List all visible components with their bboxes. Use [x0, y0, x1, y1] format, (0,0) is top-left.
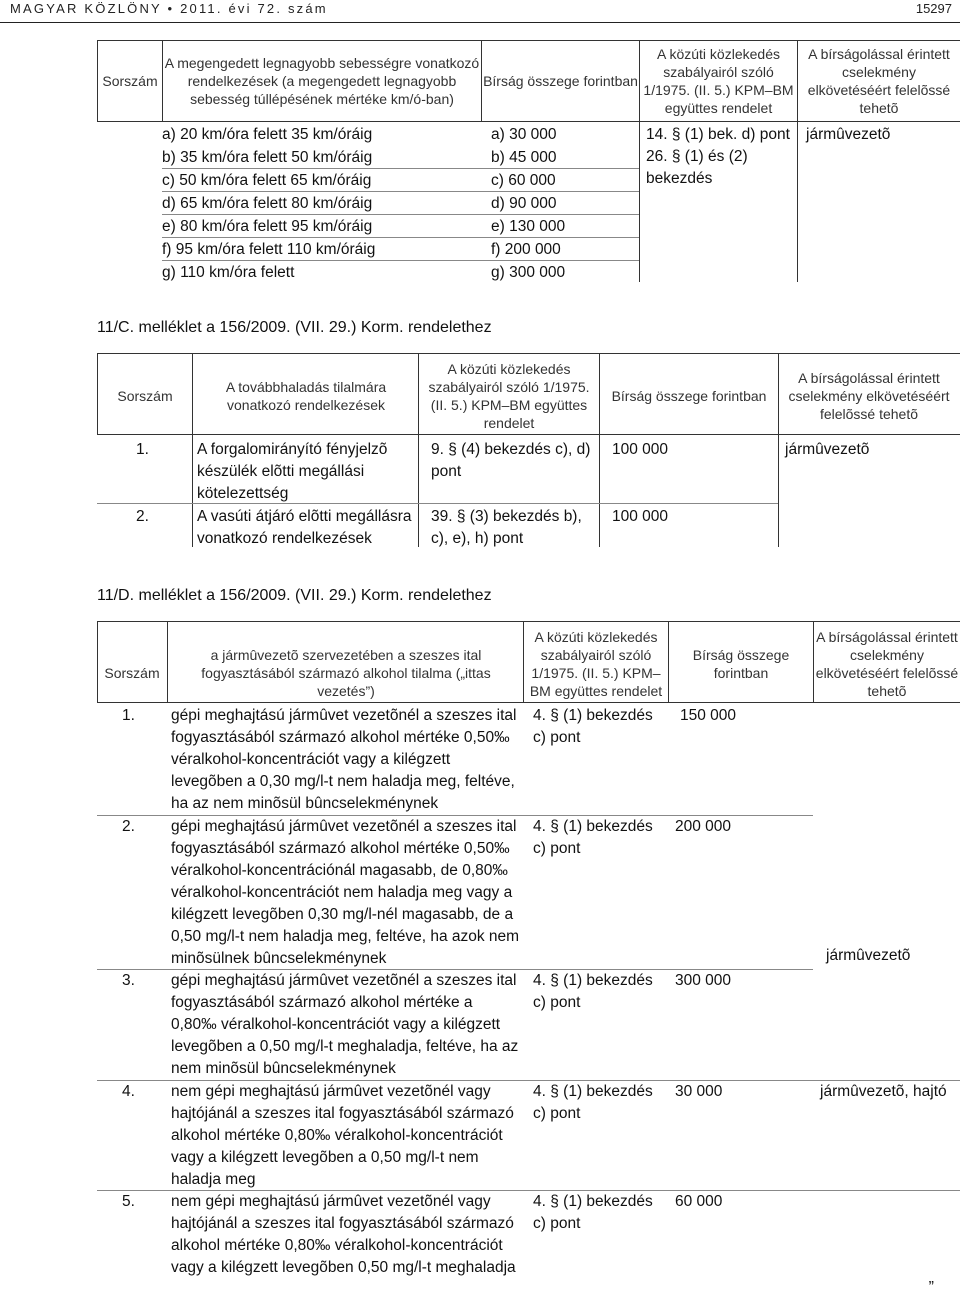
col-header-serial: Sorszám: [104, 665, 160, 681]
row-fine: 100 000: [612, 508, 669, 525]
table-rule: [97, 40, 960, 41]
table-rule: [97, 121, 960, 122]
col-header-provision: A továbbhaladás tilalmára vonatkozó rendelkezések: [225, 379, 387, 413]
col-header-serial: Sorszám: [117, 388, 173, 404]
row-reference: 4. § (1) bekezdés c) pont: [533, 818, 653, 857]
table-rule: [167, 621, 168, 703]
row-reference: 39. § (3) bekezdés b), c), e), h) pont: [431, 508, 582, 547]
col-header-liable: A bírságolással érintett cselekmény elkövetéséért felelõssé tehetõ: [807, 46, 951, 116]
speed-range: e) 80 km/óra felett 95 km/óráig: [162, 218, 373, 235]
col-header-fine: Bírság összege forintban: [483, 73, 638, 89]
journal-name: MAGYAR KÖZLÖNY: [10, 1, 162, 16]
table-rule: [668, 621, 669, 703]
row-fine: 200 000: [675, 818, 732, 835]
speed-range: f) 95 km/óra felett 110 km/óráig: [162, 241, 376, 258]
table-rule: [192, 353, 193, 547]
row-reference: 9. § (4) bekezdés c), d) pont: [431, 441, 591, 480]
row-reference: 4. § (1) bekezdés c) pont: [533, 1083, 653, 1122]
speed-fine: b) 45 000: [491, 149, 557, 166]
col-header-liable: A bírságolással érintett cselekmény elkövetéséért felelõssé tehetõ: [815, 629, 959, 699]
section-title: 11/D. melléklet a 156/2009. (VII. 29.) Korm. rendelethez: [97, 587, 492, 604]
speed-fine: e) 130 000: [491, 218, 566, 235]
table-rule: [97, 353, 960, 354]
speed-fine: g) 300 000: [491, 264, 566, 281]
row-fine: 150 000: [680, 707, 737, 724]
col-header-regulation: A közúti közlekedés szabályairól szóló 1/1975. (II. 5.) KPM–BM együttes rendelet: [529, 629, 663, 699]
issue-number: 2011. évi 72. szám: [180, 1, 328, 16]
row-fine: 300 000: [675, 972, 732, 989]
closing-quote-mark: ”: [928, 1279, 934, 1296]
row-number: 2.: [136, 508, 149, 525]
table-rule: [97, 621, 960, 622]
row-number: 1.: [122, 707, 135, 724]
row-reference: 4. § (1) bekezdés c) pont: [533, 972, 653, 1011]
row-number: 3.: [122, 972, 135, 989]
row-fine: 60 000: [675, 1193, 723, 1210]
liable-party: jármûvezetõ: [785, 441, 870, 458]
regulation-ref: 14. § (1) bek. d) pont 26. § (1) és (2) bekezdés: [646, 126, 790, 187]
speed-range: a) 20 km/óra felett 35 km/óráig: [162, 126, 373, 143]
table-rule: [599, 353, 600, 547]
col-header-provision: A megengedett legnagyobb sebességre vonatkozó rendelkezések (a megengedett legnagyobb sebesség túllépésének mértéke km/ó-ban): [164, 55, 480, 107]
table-rule: [418, 353, 419, 547]
table-rule: [523, 621, 524, 703]
col-header-liable: A bírságolással érintett cselekmény elkövetéséért felelõssé tehetõ: [788, 370, 950, 422]
row-reference: 4. § (1) bekezdés c) pont: [533, 707, 653, 746]
table-rule: [797, 40, 798, 282]
bullet-separator: •: [167, 1, 181, 16]
liable-party: jármûvezetõ: [826, 947, 911, 964]
col-header-provision: a jármûvezetõ szervezetében a szeszes ital fogyasztásából származó alkohol tilalma („ittas vezetés”): [201, 647, 491, 699]
speed-range: g) 110 km/óra felett: [162, 264, 295, 281]
table-rule: [97, 702, 960, 703]
row-number: 4.: [122, 1083, 135, 1100]
row-reference: 4. § (1) bekezdés c) pont: [533, 1193, 653, 1232]
speed-fine: c) 60 000: [491, 172, 556, 189]
row-text: gépi meghajtású jármûvet vezetõnél a szeszes ital fogyasztásából származó alkohol mértéke 0,50‰ véralkohol-koncentrációnál magasabb, de 0,80‰ véralkohol-koncentrációt nem haladja meg vagy a kilégzett levegõben 0,30 mg/l-nél magasabb, de a 0,50 mg/l-t nem haladja meg, feltéve, ha azok nem minõsülnek bûncselekménynek: [171, 818, 520, 967]
liable-party: jármûvezetõ, hajtó: [820, 1083, 947, 1100]
table-rule: [97, 434, 960, 435]
speed-range: d) 65 km/óra felett 80 km/óráig: [162, 195, 373, 212]
row-text: nem gépi meghajtású jármûvet vezetõnél vagy hajtójánál a szeszes ital fogyasztásából származó alkohol mértéke 0,80‰ véralkohol-koncentrációt vagy a kilégzett levegõben 0,50 mg/l-t meghaladja: [171, 1193, 516, 1276]
speed-fine: f) 200 000: [491, 241, 561, 258]
row-number: 1.: [136, 441, 149, 458]
table-rule: [97, 621, 98, 703]
liable-party: jármûvezetõ: [806, 126, 891, 143]
speed-fine: d) 90 000: [491, 195, 557, 212]
col-header-serial: Sorszám: [102, 73, 158, 89]
col-header-regulation: A közúti közlekedés szabályairól szóló 1/1975. (II. 5.) KPM–BM együttes rendelet: [428, 361, 590, 431]
row-number: 2.: [122, 818, 135, 835]
col-header-fine: Bírság összege forintban: [611, 388, 767, 404]
row-text: A forgalomirányító fényjelzõ készülék elõtti megállási kötelezettség: [197, 441, 388, 502]
section-title: 11/C. melléklet a 156/2009. (VII. 29.) Korm. rendelethez: [97, 319, 492, 336]
page-number: 15297: [915, 1, 952, 16]
row-fine: 100 000: [612, 441, 669, 458]
speed-range: c) 50 km/óra felett 65 km/óráig: [162, 172, 372, 189]
table-rule: [813, 621, 814, 703]
row-text: gépi meghajtású jármûvet vezetõnél a szeszes ital fogyasztásából származó alkohol mértéke 0,50‰ véralkohol-koncentrációt vagy a kilégzett levegõben a 0,30 mg/l-t nem haladja meg, feltéve, ha az nem minõsül bûncselekménynek: [171, 707, 517, 812]
row-text: A vasúti átjáró elõtti megállásra vonatkozó rendelkezések: [197, 508, 412, 547]
row-text: nem gépi meghajtású jármûvet vezetõnél vagy hajtójánál a szeszes ital fogyasztásából származó alkohol mértéke 0,80‰ véralkohol-koncentrációt vagy a kilégzett levegõben a 0,50 mg/l-t nem haladja meg: [171, 1083, 514, 1188]
col-header-regulation: A közúti közlekedés szabályairól szóló 1/1975. (II. 5.) KPM–BM együttes rendelet: [643, 46, 794, 116]
speed-fine: a) 30 000: [491, 126, 557, 143]
col-header-fine: Bírság összege forintban: [692, 647, 790, 681]
table-rule: [162, 40, 163, 122]
header-rule: [0, 22, 960, 23]
row-text: gépi meghajtású jármûvet vezetõnél a szeszes ital fogyasztásából származó alkohol mértéke a 0,80‰ véralkohol-koncentrációt vagy a kilégzett levegõben a 0,50 mg/l-t meghaladja, feltéve, ha az nem minõsül bûncselekménynek: [171, 972, 519, 1077]
speed-range: b) 35 km/óra felett 50 km/óráig: [162, 149, 373, 166]
row-number: 5.: [122, 1193, 135, 1210]
journal-title: [10, 1, 328, 16]
row-fine: 30 000: [675, 1083, 723, 1100]
